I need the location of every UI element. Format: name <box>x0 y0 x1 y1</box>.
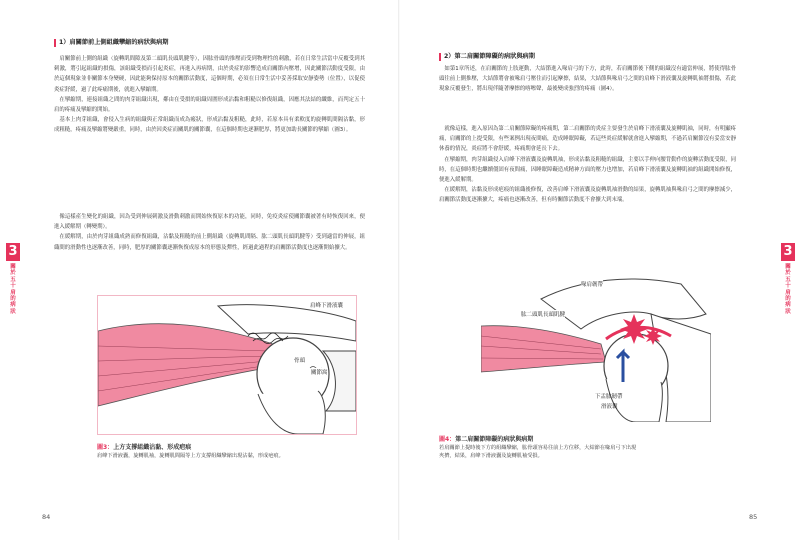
figure-4-caption <box>439 436 639 461</box>
chapter-number: 3 <box>6 243 20 261</box>
label-subacromial-bursa: 肩峰下滑液囊 <box>310 303 344 309</box>
caption-body: 肩峰下滑液囊，旋轉肌袖，旋轉肌間隔等上方支撐組織攣縮出現沾黏，形成疤痕。 <box>97 453 284 460</box>
section-body-2 <box>439 124 736 206</box>
page-number: 84 <box>42 513 51 521</box>
paragraph: 在緩解期，由於肉芽組織成熟而修復組織，沾黏及粗糙的前上側組織（旋轉肌間隔、肱二頭肌長頭肌腱等）受到適當的伸展，組織間的滑動性也逐漸改善，同時，肥厚的關節囊逐漸恢復成原本的形態及彈性，經過此過程的肩關節活動度也逐漸開始擴大。 <box>54 234 365 251</box>
page-number: 85 <box>749 513 758 521</box>
label-bursa-line2: 滑液囊 <box>601 404 618 410</box>
shoulder-adhesion-illustration <box>98 296 356 434</box>
caption-title: 第二肩關節障礙的病狀與病期 <box>455 436 534 443</box>
caption-number: 圖4： <box>439 436 456 443</box>
caption-body: 若肩關節上提時後下方的組織攣縮，肱骨頭容易往前上方位移，大結節在喙肩弓下出現夾擠，結果，肩峰下滑液囊及旋轉肌袖受損。 <box>439 445 637 460</box>
figure-4-illustration <box>481 274 711 422</box>
left-page <box>0 0 399 540</box>
label-bursa-line1: 下盂肱韌帶 <box>595 394 623 400</box>
chapter-title: 關於五十肩的病狀 <box>785 264 791 315</box>
section-body <box>439 64 736 95</box>
section-heading: 2）第二肩關節障礙的病狀與病期 <box>439 53 535 61</box>
paragraph: 在緩解期，沾黏及形成疤痕的組織後修復，改善肩峰下滑液囊及旋轉肌袖滑動的結果，旋轉肌袖與喙肩弓之間的摩擦減少，肩關節活動度逐漸擴大，疼痛也逐漸改善，但有時關節活動度不會擴大到末端。 <box>439 187 736 204</box>
chapter-side-tab <box>781 243 795 327</box>
paragraph: 肩關節前上側的組織（旋轉肌間隙及第二頭肌長頭肌腱等），因肱骨頭的推壓而受到物理性的刺激，若在日常生活當中反覆受到其刺激，將引起組織的損傷，該組織受損而引起炎症，再進入再病期，由於炎症的影響造成肩關節內壓增，因此關節活動度受限，由於這個現象並非關節本身變硬，因此能夠保持原本的關節活動度，這個時期，必須在日常生活中妥善採取安靜姿勢（位置），以促使炎症舒緩，過了此疼痛期後，就進入攣縮期。 <box>54 56 365 93</box>
caption-number: 圖3： <box>97 444 114 451</box>
label-glenoid: 關節窩 <box>311 370 328 376</box>
right-page <box>399 0 799 540</box>
figure-3-illustration <box>97 295 357 435</box>
paragraph: 在攣縮期，連接組織之間的肉芽組織出現，鄰由在受損的組織周圍形成沾黏和粗糙以修復組織，因應其法結的纖維，而判定五十肩的疼痛及攣縮的開始。 <box>54 96 365 114</box>
paragraph: 如第1章所述，在肩關節的上肢運動，大結節進入喙肩弓的下方，此時，若肩關節後下側的組織沒有適當伸展，將使得肱骨頭往前上側推壓，大結節將會被喙肩弓壓住而引起摩擦，結果，大結節與喙肩弓之間的肩峰下滑液囊及旋轉肌袖將損傷，若此現象反覆發生，將出現伴隨著摩擦的喀嚓聲，最後變成強烈的疼痛（圖4）。 <box>439 66 736 93</box>
label-biceps-long-head: 肱二頭肌長頭肌腱 <box>521 312 566 318</box>
figure-3-caption <box>97 444 357 460</box>
paragraph: 在攣縮期，肉芽組織侵入肩峰下滑液囊及旋轉肌袖，形成沾黏及粗糙的組織，主要以手伸向腰背動作的旋轉活動度受限，同時，在這個時期也繼續僵固有夜間痛，因睡眠障礙造成精神方面的壓力也增加，若肩峰下滑液囊及旋轉肌袖的組織開始修復，便進入緩解期。 <box>439 156 736 184</box>
section-heading: 1）肩關節前上側組織攣縮的病狀與病期 <box>54 39 169 47</box>
chapter-side-tab <box>6 243 20 327</box>
paragraph: 就像這樣，進入原因為第二肩關節障礙的疼痛期，第二肩關節的炎症主要發生於肩峰下滑液囊及旋轉肌袖，同時，有明顯疼痛，肩關節的上提受限，有些案例出現夜間痛，造成睡眠障礙，若這些炎症緩解就會進入攣縮期，不過若肩關節沒有妥當安靜休養的情況，炎症將不會舒緩，疼痛期會延長下去。 <box>439 126 736 153</box>
label-humeral-head: 骨頭 <box>294 358 306 364</box>
chapter-number: 3 <box>781 243 795 261</box>
paragraph: 基本上肉芽組織，會侵入生病的組織與正常組織而成為瘢狀，形成沾黏及粗糙，此時，若原本具有柔軟度的旋轉肌間隔沾黏，形成粗糙，疼痛及攣縮將變嚴重，同時，由於因炎症而關肌的關節囊，在這個時期也逐漸肥厚，將更加助長關節的攣縮（圖3）。 <box>54 117 365 134</box>
section-body <box>54 54 365 136</box>
paragraph: 像這樣產生變化的組織，因為受到伸展刺激及滑動刺激而開始恢復原本的功能，同時，免疫炎症使關節囊被著有時恢復回來，便進入緩解期（轉變期）。 <box>54 214 365 231</box>
label-coracoacromial-ligament: 喙肩韌帶 <box>581 282 604 288</box>
caption-title: 上方支撐組織沾黏、形成疤痕 <box>113 444 192 451</box>
section-body-2 <box>54 212 365 253</box>
chapter-title: 關於五十肩的病狀 <box>10 264 16 315</box>
